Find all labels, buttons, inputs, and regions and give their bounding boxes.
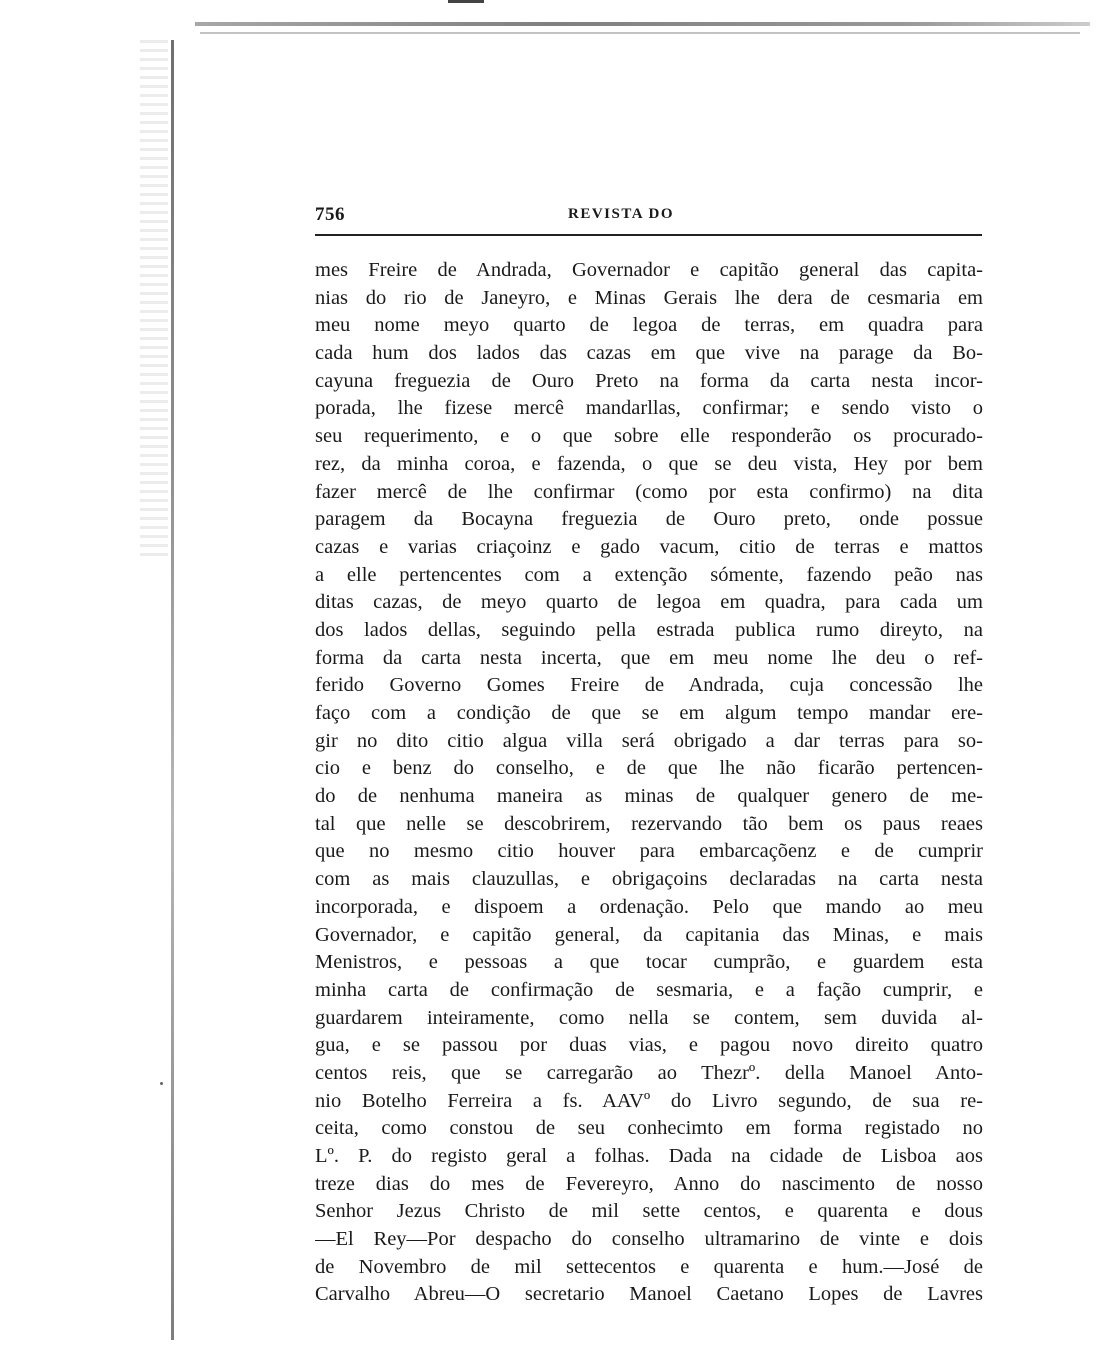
text-line: incorporada, e dispoem a ordenação. Pelo que mando ao meu (315, 895, 983, 918)
text-line: ferido Governo Gomes Freire de Andrada, cuja concessão lhe (315, 674, 983, 697)
text-line: Menistros, e pessoas a que tocar cumprão, e guardem esta (315, 951, 983, 974)
text-line: cio e benz do conselho, e de que lhe não ficarão pertencen- (315, 757, 983, 780)
text-line: Carvalho Abreu—O secretario Manoel Caetano Lopes de Lavres (315, 1283, 983, 1306)
running-head: REVISTA DO (568, 206, 674, 222)
text-line: tal que nelle se descobrirem, rezervando tão bem os paus reaes (315, 812, 983, 835)
text-line: meu nome meyo quarto de legoa de terras, em quadra para (315, 314, 983, 337)
text-line: gir no dito citio algua villa será obrigado a dar terras para so- (315, 729, 983, 752)
text-line: treze dias do mes de Fevereyro, Anno do nascimento de nosso (315, 1172, 983, 1195)
text-line: cazas e varias criaçoinz e gado vacum, citio de terras e mattos (315, 535, 983, 558)
text-line: nio Botelho Ferreira a fs. AAVº do Livro segundo, de sua re- (315, 1089, 983, 1112)
scan-artifact-top-edge (195, 22, 1090, 26)
text-line: a elle pertencentes com a extenção sómente, fazendo peão nas (315, 563, 983, 586)
text-line: dos lados dellas, seguindo pella estrada publica rumo direyto, na (315, 618, 983, 641)
text-line: —El Rey—Por despacho do conselho ultramarino de vinte e dois (315, 1228, 983, 1251)
scan-artifact-top-edge-secondary (200, 32, 1080, 34)
text-line: paragem da Bocayna freguezia de Ouro preto, onde possue (315, 508, 983, 531)
text-line: cayuna freguezia de Ouro Preto na forma da carta nesta incor- (315, 369, 983, 392)
page-number: 756 (315, 204, 345, 225)
text-line: nias do rio de Janeyro, e Minas Gerais lhe dera de cesmaria em (315, 286, 983, 309)
text-line: forma da carta nesta incerta, que em meu nome lhe deu o ref- (315, 646, 983, 669)
text-line: Lº. P. do registo geral a folhas. Dada na cidade de Lisboa aos (315, 1145, 983, 1167)
text-line: minha carta de confirmação de sesmaria, e a fação cumprir, e (315, 978, 983, 1001)
text-line: gua, e se passou por duas vias, e pagou novo direito quatro (315, 1034, 983, 1057)
text-line: centos reis, que se carregarão ao Thezrº. della Manoel Anto- (315, 1061, 983, 1084)
text-line: guardarem inteiramente, como nella se contem, sem duvida al- (315, 1006, 983, 1029)
text-line: porada, lhe fizese mercê mandarllas, confirmar; e sendo visto o (315, 397, 983, 420)
text-line: com as mais clauzullas, e obrigaçoins declaradas na carta nesta (315, 868, 983, 891)
text-line: ditas cazas, de meyo quarto de legoa em quadra, para cada um (315, 591, 983, 614)
text-line: rez, da minha coroa, e fazenda, o que se deu vista, Hey por bem (315, 452, 983, 475)
text-line: ceita, como constou de seu conhecimto em forma registado no (315, 1117, 983, 1140)
text-line: de Novembro de mil settecentos e quarenta e hum.—José de (315, 1255, 983, 1278)
scan-speck (160, 1082, 163, 1085)
text-line: mes Freire de Andrada, Governador e capitão general das capita- (315, 259, 983, 281)
text-line: Governador, e capitão general, da capitania das Minas, e mais (315, 923, 983, 946)
text-line: seu requerimento, e o que sobre elle responderão os procurado- (315, 425, 983, 448)
header-rule (315, 234, 982, 236)
text-line: do de nenhuma maneira as minas de qualquer genero de me- (315, 785, 983, 808)
scan-artifact-top-tick (448, 0, 484, 3)
page-binding-edge (171, 40, 174, 1340)
text-line: que no mesmo citio houver para embarcaçõenz e de cumprir (315, 840, 983, 863)
body-text (315, 257, 983, 1309)
text-line: Senhor Jezus Christo de mil sette centos, e quarenta e dous (315, 1200, 983, 1223)
text-line: cada hum dos lados das cazas em que vive na parage da Bo- (315, 342, 983, 365)
text-line: faço com a condição de que se em algum tempo mandar ere- (315, 702, 983, 724)
text-line: fazer mercê de lhe confirmar (como por esta confirmo) na dita (315, 480, 983, 503)
scan-artifact-left-shadow (140, 40, 168, 560)
